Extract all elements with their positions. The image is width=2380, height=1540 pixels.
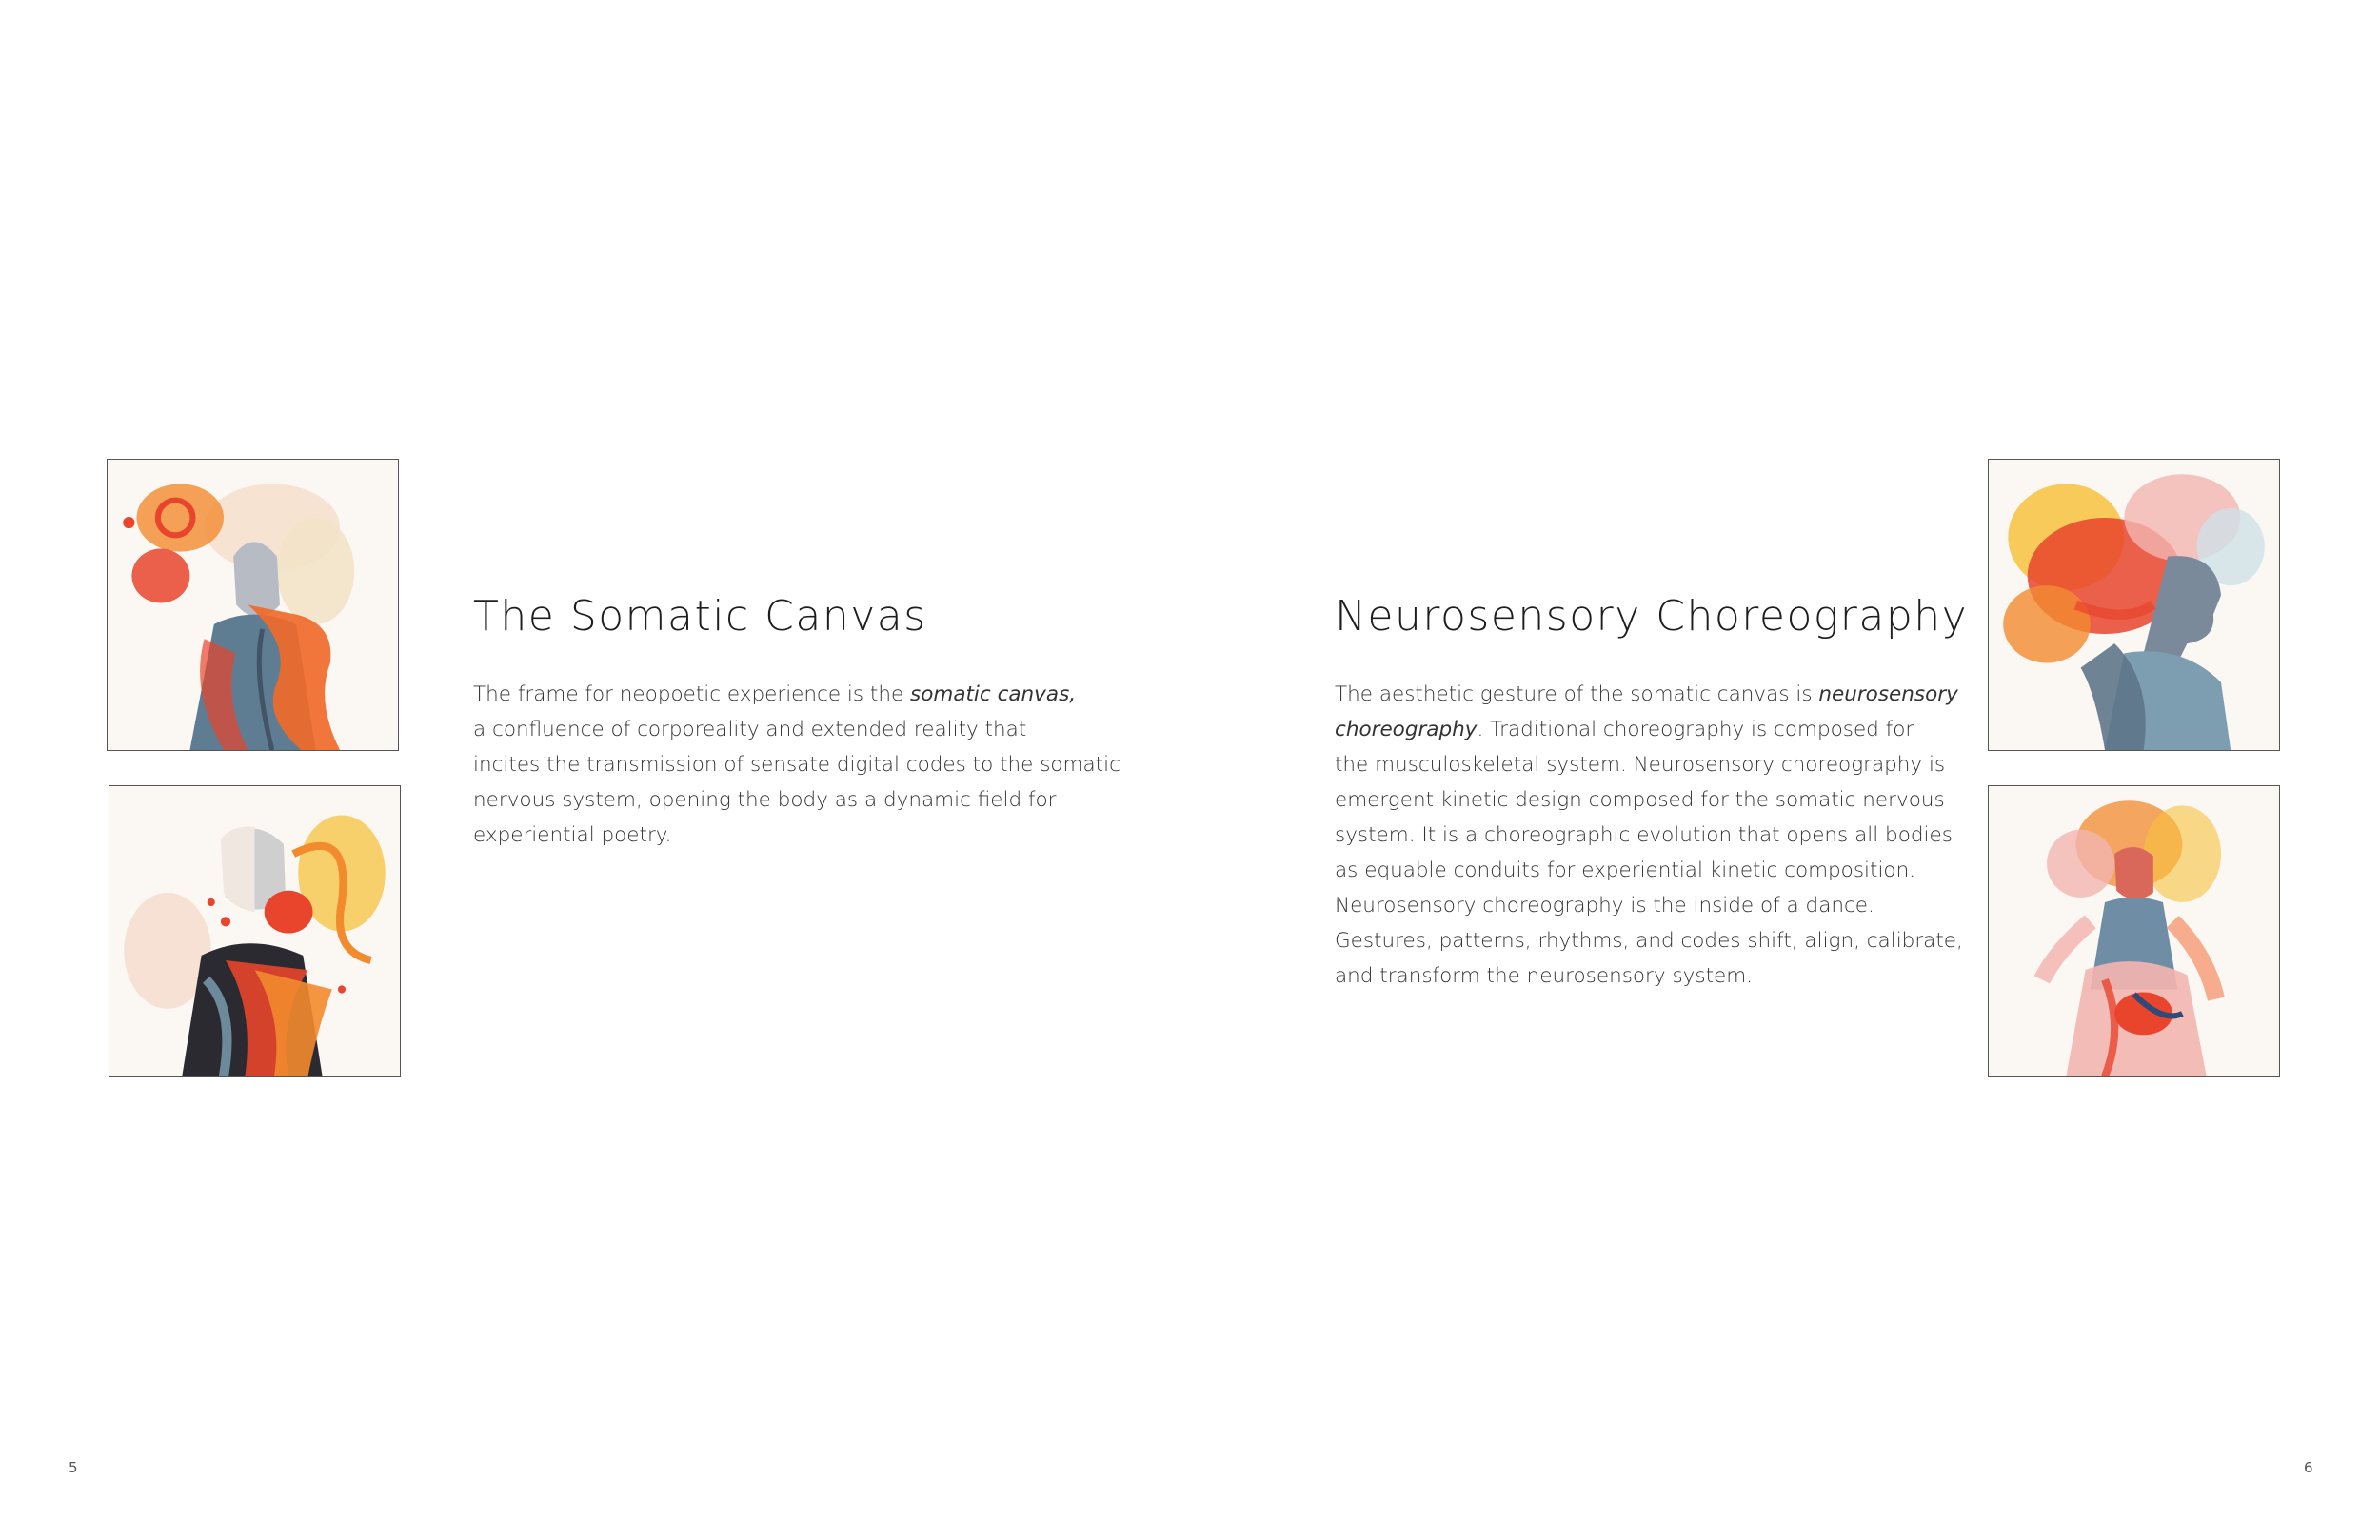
paragraph-line — [1335, 888, 1963, 923]
paragraph-line — [473, 747, 1121, 782]
paragraph-line — [1335, 677, 1963, 712]
text-run: . Traditional choreography is composed for — [1477, 718, 1914, 741]
text-run: emergent kinetic design composed for the somatic nervous — [1335, 788, 1945, 812]
italic-term: somatic canvas, — [910, 682, 1077, 706]
paragraph-line — [1335, 853, 1963, 888]
paragraph-line — [473, 782, 1121, 818]
paragraph-line — [473, 677, 1121, 712]
paragraph-line — [1335, 958, 1963, 994]
text-run: and transform the neurosensory system. — [1335, 964, 1754, 988]
italic-term: choreography — [1335, 718, 1478, 741]
paragraph-line — [1335, 747, 1963, 782]
abstract-figure-illustration — [1989, 786, 2279, 1076]
page-number: 6 — [2304, 1459, 2313, 1476]
artwork-neurosensory-2 — [1988, 785, 2280, 1077]
section-title-somatic-canvas: The Somatic Canvas — [473, 592, 927, 641]
paragraph-line — [1335, 782, 1963, 818]
paragraph-line — [473, 818, 1121, 853]
paragraph-line — [1335, 818, 1963, 853]
text-run: The frame for neopoetic experience is the — [473, 682, 911, 706]
section-title-neurosensory-choreography: Neurosensory Choreography — [1335, 592, 1969, 641]
text-run: as equable conduits for experiential kinetic composition. — [1335, 859, 1916, 882]
text-run: Neurosensory choreography is the inside of a dance. — [1335, 894, 1874, 918]
artwork-somatic-1 — [107, 459, 399, 751]
abstract-figure-illustration — [108, 460, 398, 750]
text-run: The aesthetic gesture of the somatic canvas is — [1335, 682, 1819, 706]
paragraph-line — [1335, 712, 1963, 747]
abstract-profile-illustration — [1989, 460, 2279, 750]
text-run: the musculoskeletal system. Neurosensory choreography is — [1335, 753, 1946, 777]
abstract-figure-illustration — [109, 786, 400, 1076]
artwork-neurosensory-1 — [1988, 459, 2280, 751]
text-run: Gestures, patterns, rhythms, and codes shift, align, calibrate, — [1335, 929, 1963, 953]
text-run: system. It is a choreographic evolution that opens all bodies — [1335, 823, 1953, 847]
paragraph-line — [1335, 923, 1963, 958]
paragraph-neurosensory-choreography — [1335, 677, 1963, 994]
artwork-somatic-2 — [109, 785, 401, 1077]
page-number: 5 — [69, 1459, 78, 1476]
text-run: a confluence of corporeality and extended reality that — [473, 718, 1027, 741]
text-run: nervous system, opening the body as a dynamic field for — [473, 788, 1057, 812]
text-run: experiential poetry. — [473, 823, 672, 847]
text-run: incites the transmission of sensate digital codes to the somatic — [473, 753, 1121, 777]
italic-term: neurosensory — [1818, 682, 1958, 706]
paragraph-line — [473, 712, 1121, 747]
right-page — [1190, 0, 2380, 1540]
paragraph-somatic-canvas — [473, 677, 1121, 853]
